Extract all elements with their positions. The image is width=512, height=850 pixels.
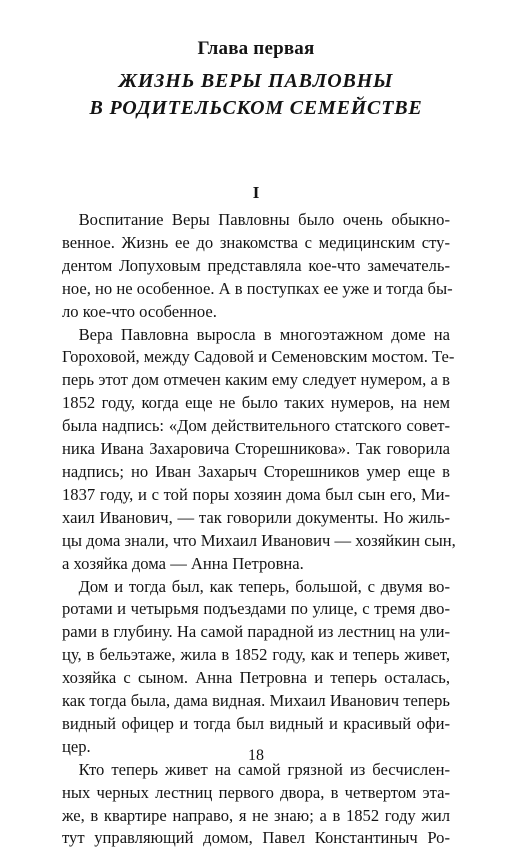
chapter-title (0, 68, 512, 122)
text-line: дентом Лопуховым представляла кое-что замечатель- (62, 255, 450, 275)
paragraph (62, 209, 453, 324)
text-line: ное, но не особенное. А в поступках ее уже и тогда бы- (62, 278, 453, 298)
text-line: цер. (62, 736, 91, 756)
paragraph (62, 324, 456, 576)
text-line: а хозяйка дома — Анна Петровна. (62, 553, 304, 573)
text-line: 1837 году, и с той поры хозяин дома был сын его, Ми- (62, 484, 450, 504)
text-line: ротами и четырьмя подъездами по улице, с тремя дво- (62, 599, 450, 619)
chapter-title-line: ЖИЗНЬ ВЕРЫ ПАВЛОВНЫ (118, 70, 394, 92)
text-line: цы дома знали, что Михаил Иванович — хозяйкин сын, (62, 530, 456, 550)
paragraph (62, 759, 450, 850)
text-line: 1852 году, когда еще не было таких нумеров, на нем (62, 393, 450, 413)
text-line: Кто теперь живет на самой грязной из бесчислен- (62, 759, 450, 779)
text-line: хаил Иванович, — так говорили документы. Но жиль- (62, 507, 450, 527)
page-number: 18 (248, 747, 264, 764)
paragraph (62, 576, 450, 759)
text-line: же, в квартире направо, я не знаю; а в 1852 году жил (62, 805, 450, 825)
text-line: ника Ивана Захаровича Сторешникова». Так говорила (62, 439, 450, 459)
text-line: перь этот дом отмечен каким ему следует нумером, а в (62, 370, 450, 390)
text-line: венное. Жизнь ее до знакомства с медицинским сту- (62, 232, 450, 252)
text-line: ных черных лестниц первого двора, в четвертом эта- (62, 782, 450, 802)
text-line: тут управляющий домом, Павел Константиныч Ро- (62, 828, 450, 848)
text-line: надпись; но Иван Захарыч Сторешников умер еще в (62, 461, 450, 481)
chapter-title-line: В РОДИТЕЛЬСКОМ СЕМЕЙСТВЕ (89, 97, 423, 119)
section-number: I (252, 183, 260, 202)
text-line: как тогда была, дама видная. Михаил Иванович теперь (62, 691, 450, 711)
text-line: Воспитание Веры Павловны было очень обыкно- (62, 210, 450, 229)
text-line: видный офицер и тогда был видный и красивый офи- (62, 713, 450, 733)
text-line: рами в глубину. На самой парадной из лестниц на ули- (62, 622, 450, 642)
text-line: Вера Павловна выросла в многоэтажном доме на (62, 324, 450, 344)
text-line: Гороховой, между Садовой и Семеновским мостом. Те- (62, 347, 455, 367)
text-line: ло кое-что особенное. (62, 301, 217, 321)
text-line: была надпись: «Дом действительного статского совет- (62, 416, 450, 436)
text-line: хозяйка с сыном. Анна Петровна и теперь осталась, (62, 668, 450, 688)
text-line: цу, в бельэтаже, жила в 1852 году, как и теперь живет, (62, 645, 450, 665)
text-line: Дом и тогда был, как теперь, большой, с двумя во- (62, 576, 450, 596)
chapter-label: Глава первая (197, 38, 315, 59)
